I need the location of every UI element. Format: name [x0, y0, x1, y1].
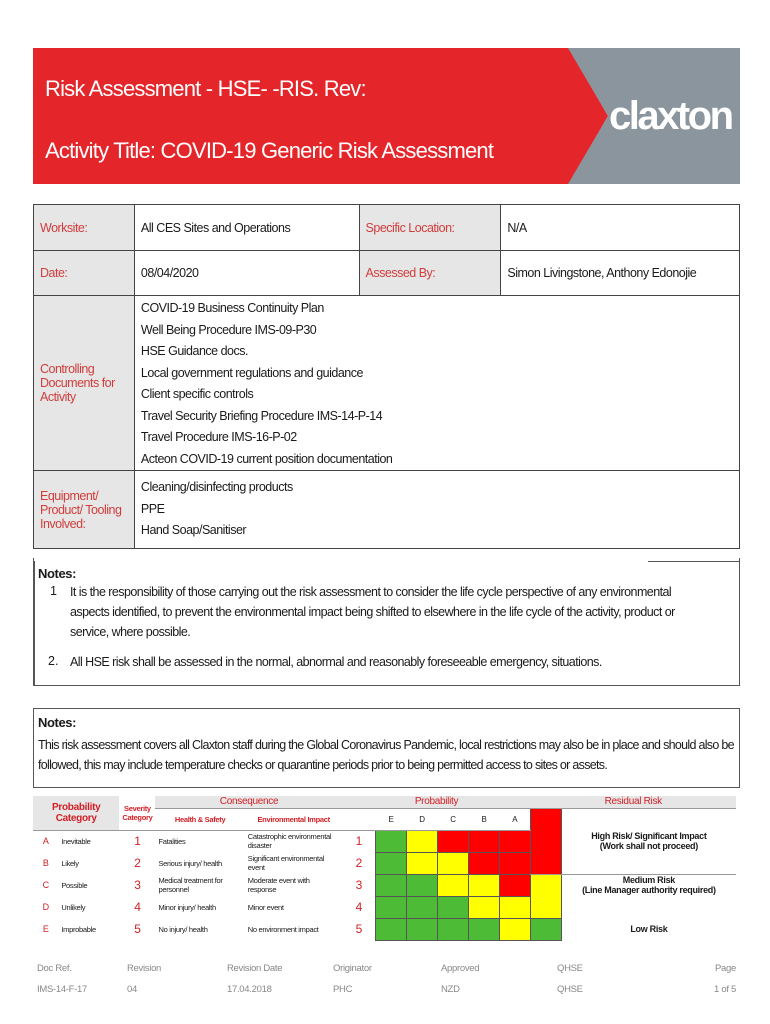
header-banner: [33, 48, 740, 184]
footer-label: Approved: [441, 963, 480, 974]
environmental-value: Moderate event with response: [247, 876, 310, 894]
probability-col-label: D: [407, 808, 438, 830]
document-item: Client specific controls: [140, 387, 254, 401]
location-value: N/A: [501, 205, 740, 251]
severity-number: 4: [134, 900, 141, 914]
probability-col-label: A: [499, 808, 530, 830]
footer-value: NZD: [441, 984, 460, 995]
footer-label: Originator: [333, 963, 372, 974]
health-safety-value: Minor injury/ health: [158, 902, 216, 912]
risk-matrix: [33, 796, 736, 941]
high-risk-legend: [561, 808, 736, 874]
document-item: COVID-19 Business Continuity Plan: [140, 301, 324, 315]
assessed-label: Assessed By:: [359, 251, 501, 296]
environmental-value: Significant environmental event: [247, 854, 325, 872]
footer-label: Revision: [127, 963, 162, 974]
matrix-cell: [376, 874, 407, 896]
documents-label: Controlling Documents for Activity: [34, 296, 135, 471]
health-safety-value: No injury/ health: [158, 924, 208, 934]
high-risk-label: High Risk/ Significant Impact: [591, 831, 707, 841]
date-label: Date:: [34, 251, 135, 296]
footer-label: QHSE: [557, 963, 583, 974]
footer-page: [692, 958, 736, 1000]
row-letter: E: [42, 924, 49, 934]
probability-header: Probability: [343, 796, 531, 808]
equipment-item: Cleaning/disinfecting products: [140, 480, 293, 495]
severity-number: 3: [134, 878, 141, 892]
date-value: 08/04/2020: [134, 251, 359, 296]
claxton-logo: claxton: [609, 94, 732, 138]
likelihood-label: Inevitable: [61, 836, 91, 846]
footer-revision-date: [227, 958, 282, 1000]
severity-number: 1: [134, 834, 141, 849]
footer-revision: [127, 958, 161, 1000]
low-risk-swatch: [530, 918, 561, 940]
assessment-info-table: [33, 204, 740, 549]
matrix-cell: [499, 874, 530, 896]
equipment-label: Equipment/ Product/ Tooling Involved:: [34, 471, 135, 549]
matrix-cell: [376, 918, 407, 940]
health-safety-value: Fatalities: [158, 836, 186, 846]
footer-originator: [333, 958, 372, 1000]
notes-text: This risk assessment covers all Claxton staff during the Global Coronavirus Pandemic, local restrictions may also be in place and should also be followed, this may include temperature checks or quarantine periods prior to being permitted access to sites or assets.: [38, 738, 734, 772]
footer-value: 1 of 5: [714, 984, 736, 995]
consequence-header: Consequence: [155, 796, 342, 808]
documents-list: [134, 296, 739, 471]
probability-col-label: C: [438, 808, 469, 830]
document-item: Local government regulations and guidance: [140, 365, 363, 380]
matrix-cell: [376, 830, 407, 852]
matrix-cell: [469, 874, 500, 896]
risk-row-number: 2: [355, 856, 362, 870]
matrix-cell: [438, 874, 469, 896]
health-safety-value: Medical treatment for personnel: [158, 876, 223, 894]
severity-number: 5: [134, 922, 141, 936]
high-risk-note: (Work shall not proceed): [599, 841, 698, 851]
document-item: HSE Guidance docs.: [140, 344, 248, 358]
matrix-cell: [407, 896, 438, 918]
footer-value: PHC: [333, 984, 353, 995]
severity-number: 2: [134, 856, 141, 870]
likelihood-label: Likely: [61, 858, 79, 868]
footer-value: QHSE: [557, 984, 583, 995]
medium-risk-swatch: [530, 874, 561, 918]
notes-heading: Notes:: [38, 566, 77, 581]
location-label: Specific Location:: [359, 205, 501, 251]
note-text: It is the responsibility of those carrying out the risk assessment to consider the life cycle perspective of any environmental aspects identified, to prevent the environmental impact being shifted to elsewhere in the life cycle of the activity, product or service, where possible.: [70, 585, 675, 639]
footer-value: 04: [127, 984, 137, 995]
matrix-cell: [438, 852, 469, 874]
footer-qhse: [557, 958, 583, 1000]
low-risk-label: Low Risk: [630, 924, 668, 934]
footer-label: Revision Date: [227, 963, 283, 974]
matrix-cell: [438, 918, 469, 940]
environmental-impact-header: Environmental Impact: [245, 808, 343, 830]
matrix-cell: [499, 918, 530, 940]
note-number: 2.: [48, 654, 59, 668]
matrix-cell: [469, 918, 500, 940]
footer-label: Page: [715, 963, 736, 974]
document-item: Acteon COVID-19 current position documentation: [140, 451, 393, 466]
risk-row-number: 3: [355, 878, 362, 892]
medium-risk-note: (Line Manager authority required): [582, 884, 716, 895]
health-safety-header: Health & Safety: [155, 808, 244, 830]
matrix-cell: [499, 852, 530, 874]
document-item: Well Being Procedure IMS-09-P30: [140, 322, 317, 337]
matrix-cell: [376, 896, 407, 918]
worksite-value: All CES Sites and Operations: [134, 205, 359, 251]
notes-heading: Notes:: [38, 715, 77, 730]
footer-value: IMS-14-F-17: [37, 984, 88, 995]
document-item: Travel Security Briefing Procedure IMS-14-P-14: [140, 408, 383, 423]
likelihood-label: Unlikely: [61, 902, 86, 912]
medium-risk-label: Medium Risk: [622, 874, 675, 885]
footer-doc-ref: [37, 958, 87, 1000]
residual-risk-header: Residual Risk: [530, 796, 736, 808]
document-title: Risk Assessment - HSE- -RIS. Rev:: [45, 76, 366, 101]
footer-label: Doc Ref.: [37, 963, 72, 974]
medium-risk-legend: [561, 874, 736, 918]
risk-row-number: 5: [355, 922, 362, 936]
risk-row-number: 1: [355, 834, 362, 849]
worksite-label: Worksite:: [34, 205, 135, 251]
row-letter: C: [42, 880, 49, 890]
matrix-cell: [407, 874, 438, 896]
document-item: Travel Procedure IMS-16-P-02: [140, 430, 297, 444]
matrix-cell: [438, 830, 469, 852]
severity-category-header: Severity Category: [119, 796, 155, 830]
matrix-cell: [438, 896, 469, 918]
likelihood-label: Improbable: [61, 924, 96, 934]
matrix-cell: [407, 830, 438, 852]
matrix-cell: [499, 830, 530, 852]
equipment-item: Hand Soap/Sanitiser: [140, 523, 247, 538]
health-safety-value: Serious injury/ health: [158, 858, 222, 868]
matrix-cell: [407, 918, 438, 940]
high-risk-swatch: [530, 808, 561, 874]
note-text: All HSE risk shall be assessed in the normal, abnormal and reasonably foreseeable emergency, situations.: [70, 655, 602, 669]
row-letter: D: [42, 902, 49, 912]
risk-row-number: 4: [355, 900, 362, 914]
environmental-value: Minor event: [247, 902, 284, 912]
notes-lifecycle: [33, 558, 740, 686]
likelihood-label: Possible: [61, 880, 88, 890]
equipment-item: PPE: [140, 501, 165, 516]
probability-col-label: E: [376, 808, 407, 830]
probability-category-header: Probability Category: [33, 796, 119, 830]
note-number: 1: [50, 584, 57, 598]
matrix-cell: [469, 830, 500, 852]
environmental-value: Catastrophic environmental disaster: [247, 832, 332, 851]
environmental-value: No environment impact: [247, 924, 319, 934]
activity-title: Activity Title: COVID-19 Generic Risk Assessment: [45, 138, 494, 163]
assessed-value: Simon Livingstone, Anthony Edonojie: [501, 251, 740, 296]
matrix-cell: [469, 896, 500, 918]
matrix-cell: [499, 896, 530, 918]
notes-covid: [33, 708, 740, 788]
probability-col-label: B: [469, 808, 500, 830]
row-letter: B: [42, 858, 49, 868]
matrix-cell: [407, 852, 438, 874]
matrix-cell: [376, 852, 407, 874]
matrix-cell: [469, 852, 500, 874]
equipment-list: [134, 471, 739, 549]
row-letter: A: [42, 836, 49, 847]
footer-approved: [441, 958, 479, 1000]
footer-value: 17.04.2018: [227, 984, 272, 995]
